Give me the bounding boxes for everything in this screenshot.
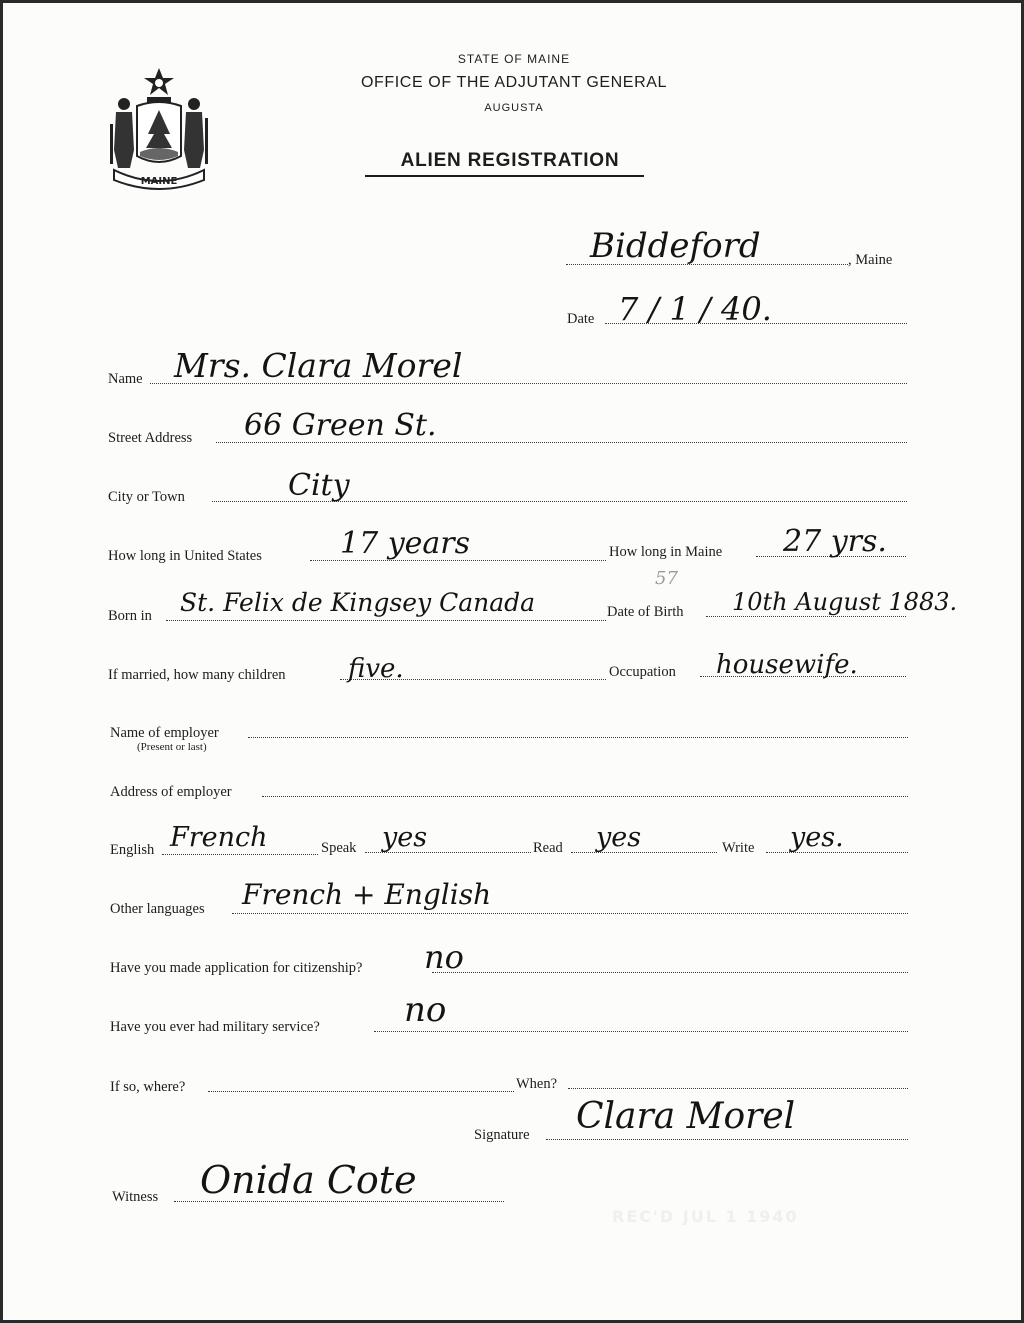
military-value: no	[404, 990, 447, 1030]
military-label: Have you ever had military service?	[110, 1019, 320, 1035]
other-languages-value: French + English	[242, 878, 492, 911]
born-pencil-note: 57	[655, 568, 678, 589]
dob-line	[706, 616, 906, 617]
read-line	[571, 852, 717, 853]
title-underline	[365, 175, 644, 177]
street-value: 66 Green St.	[244, 408, 437, 443]
military-line	[374, 1031, 908, 1032]
english-label: English	[110, 842, 155, 858]
children-label: If married, how many children	[108, 667, 286, 683]
street-label: Street Address	[108, 430, 193, 446]
header-city: AUGUSTA	[484, 102, 544, 114]
occupation-label: Occupation	[609, 664, 676, 680]
dob-value: 10th August 1883.	[732, 588, 958, 616]
speak-label: Speak	[321, 840, 357, 856]
dob-label: Date of Birth	[607, 604, 684, 620]
city-label: City or Town	[108, 489, 185, 505]
where-label: If so, where?	[110, 1079, 186, 1095]
maine-time-value: 27 yrs.	[783, 524, 887, 559]
witness-value: Onida Cote	[200, 1158, 417, 1202]
where-line	[208, 1091, 514, 1092]
read-value: yes	[596, 822, 642, 853]
when-label: When?	[516, 1076, 558, 1092]
citizenship-value: no	[424, 938, 464, 976]
date-value: 7 / 1 / 40.	[618, 290, 772, 328]
speak-value: yes	[382, 822, 428, 853]
signature-value: Clara Morel	[576, 1096, 796, 1137]
signature-line	[546, 1139, 908, 1140]
read-label: Read	[533, 840, 563, 856]
employer-name-line	[248, 737, 908, 738]
witness-label: Witness	[112, 1189, 159, 1205]
name-value: Mrs. Clara Morel	[174, 346, 463, 385]
other-languages-label: Other languages	[110, 901, 205, 917]
english-line	[162, 854, 318, 855]
us-time-value: 17 years	[340, 526, 471, 561]
employer-name-sublabel: (Present or last)	[137, 741, 207, 753]
employer-address-line	[262, 796, 908, 797]
header-office: OFFICE OF THE ADJUTANT GENERAL	[360, 74, 668, 91]
occupation-value: housewife.	[716, 650, 858, 680]
form-title: ALIEN REGISTRATION	[400, 150, 620, 171]
received-stamp: REC'D JUL 1 1940	[612, 1207, 799, 1226]
write-value: yes.	[790, 822, 844, 853]
citizenship-line	[432, 972, 908, 973]
name-label: Name	[108, 371, 143, 387]
header-state: STATE OF MAINE	[457, 52, 571, 66]
when-line	[568, 1088, 908, 1089]
maine-time-label: How long in Maine	[609, 544, 723, 560]
employer-address-label: Address of employer	[110, 784, 232, 800]
children-value: five.	[348, 654, 404, 684]
us-time-label: How long in United States	[108, 548, 262, 564]
born-label: Born in	[108, 608, 152, 624]
born-value: St. Felix de Kingsey Canada	[180, 588, 536, 617]
city-value: City	[288, 468, 350, 503]
date-label: Date	[567, 311, 595, 327]
citizenship-label: Have you made application for citizenship?	[110, 960, 363, 976]
town-suffix: , Maine	[848, 252, 893, 268]
town-value: Biddeford	[590, 226, 761, 266]
scan-border-top	[0, 0, 1024, 3]
born-line	[166, 620, 606, 621]
signature-label: Signature	[474, 1127, 530, 1143]
scan-border-left	[0, 0, 3, 1323]
employer-name-label: Name of employer	[110, 725, 219, 741]
seal-banner-text: MAINE	[140, 176, 178, 187]
english-value: French	[170, 822, 268, 853]
other-languages-line	[232, 913, 908, 914]
write-label: Write	[722, 840, 755, 856]
